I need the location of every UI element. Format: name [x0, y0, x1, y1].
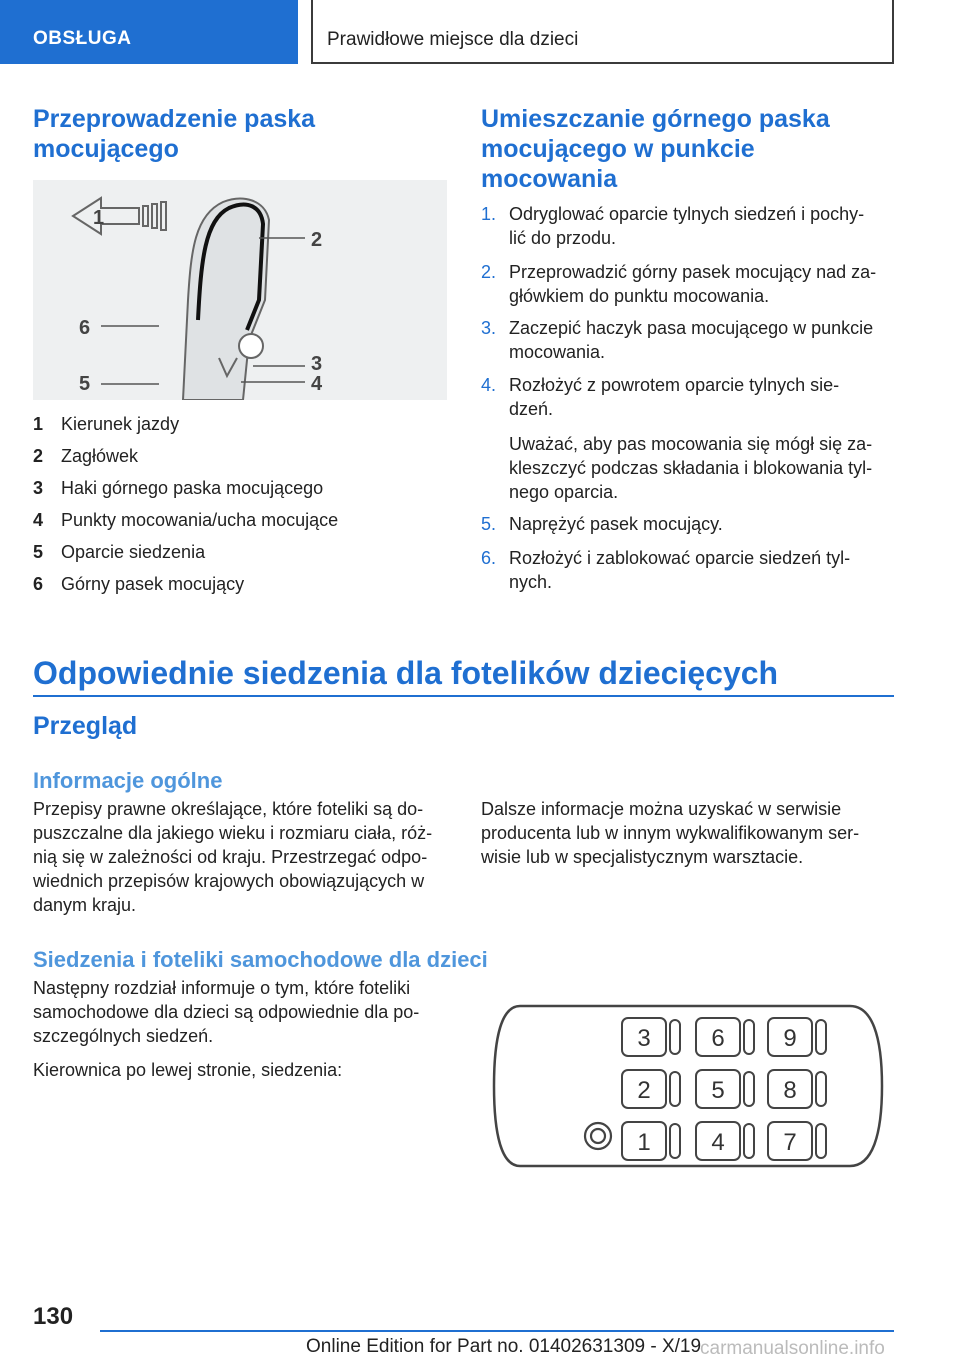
callout-2: 2 — [311, 229, 323, 251]
headrest-strap-illustration — [33, 180, 447, 400]
child-seats-heading: Siedzenia i foteliki samochodowe dla dzieci — [33, 947, 488, 972]
seat-number: 2 — [637, 1077, 651, 1104]
general-info-left-text: Przepisy prawne określające, które foteliki są do- puszczalne dla jakiego wieku i rozmiaru ciała, róż- nią się w zależności od kraju. Przestrzegać odpo- wiednich przepisów krajowych obowiązujących w danym kraju. — [33, 799, 433, 915]
seat-positions-figure — [480, 996, 894, 1176]
header-chapter-label: Prawidłowe miejsce dla dzieci — [327, 29, 579, 50]
header-section-tab — [0, 0, 298, 64]
step-2: 2. Przeprowadzić górny pasek mocujący nad za- główkiem do punktu mocowania. — [481, 262, 877, 306]
callout-6: 6 — [79, 317, 91, 339]
step-3: 3. Zaczepić haczyk pasa mocującego w punkcie mocowania. — [481, 318, 874, 362]
right-section-title: Umieszczanie górnego paska mocującego w punkcie mocowania — [481, 105, 830, 193]
seat-number: 5 — [711, 1077, 725, 1104]
heading-rule — [33, 695, 894, 697]
step-note: Uważać, aby pas mocowania się mógł się za- kleszczyć podczas składania i blokowania tyl- nego oparcia. — [509, 434, 873, 502]
callout-3: 3 — [311, 353, 323, 375]
watermark: carmanualsonline.info — [700, 1338, 885, 1359]
footer-edition: Online Edition for Part no. 01402631309 - X/19 — [306, 1336, 702, 1357]
legend-item: 3 Haki górnego paska mocującego — [33, 478, 324, 498]
step-6: 6. Rozłożyć i zablokować oparcie siedzeń tyl- nych. — [481, 548, 851, 592]
seat-number: 7 — [783, 1129, 797, 1156]
main-heading: Odpowiednie siedzenia dla fotelików dziecięcych — [33, 655, 779, 691]
callout-1: 1 — [93, 207, 105, 229]
seat-number: 8 — [783, 1077, 797, 1104]
headrest-strap-figure — [33, 180, 447, 400]
hook-ring — [239, 334, 263, 358]
overview-heading: Przegląd — [33, 712, 138, 740]
seat-number: 4 — [711, 1129, 725, 1156]
callout-4: 4 — [311, 373, 323, 395]
seat-number: 1 — [637, 1129, 651, 1156]
seat-number: 6 — [711, 1025, 725, 1052]
lhd-text: Kierownica po lewej stronie, siedzenia: — [33, 1060, 343, 1080]
legend-item: 6 Górny pasek mocujący — [33, 574, 245, 594]
seat-number: 9 — [783, 1025, 797, 1052]
general-info-right-text: Dalsze informacje można uzyskać w serwisie producenta lub w innym wykwalifikowanym ser- wisie lub w specjalistycznym warsztacie. — [481, 799, 860, 867]
child-seats-text: Następny rozdział informuje o tym, które foteliki samochodowe dla dzieci są odpowiednie dla po- szczególnych siedzeń. — [33, 978, 420, 1046]
header-chapter-tab — [311, 0, 894, 64]
seat-number: 3 — [637, 1025, 651, 1052]
legend-item: 1 Kierunek jazdy — [33, 414, 180, 434]
callout-5: 5 — [79, 373, 91, 395]
seat-back-shape — [183, 199, 269, 400]
arrow-tail-bars — [143, 202, 166, 230]
direction-arrow-icon — [73, 198, 139, 234]
step-5: 5. Naprężyć pasek mocujący. — [481, 514, 723, 534]
step-4: 4. Rozłożyć z powrotem oparcie tylnych sie- dzeń. — [481, 375, 840, 419]
legend-item: 2 Zagłówek — [33, 446, 139, 466]
left-section-title: Przeprowadzenie paska mocującego — [33, 105, 316, 163]
legend-item: 4 Punkty mocowania/ucha mocujące — [33, 510, 339, 530]
step-1: 1. Odryglować oparcie tylnych siedzeń i pochy- lić do przodu. — [481, 204, 865, 248]
header-section-label: OBSŁUGA — [33, 28, 132, 49]
footer-rule — [100, 1330, 894, 1332]
legend-item: 5 Oparcie siedzenia — [33, 542, 206, 562]
car-seat-layout-diagram — [480, 996, 894, 1176]
figure-legend — [33, 408, 453, 600]
page-number: 130 — [33, 1303, 74, 1330]
general-info-heading: Informacje ogólne — [33, 768, 223, 793]
